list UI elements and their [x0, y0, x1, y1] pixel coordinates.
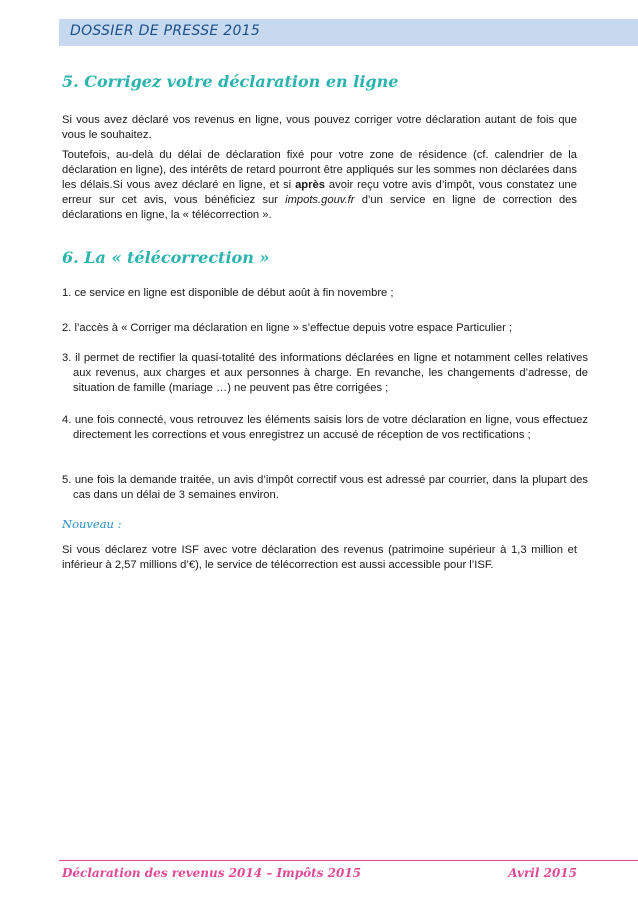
footer-publication-title: Déclaration des revenus 2014 – Impôts 2015 [62, 866, 362, 880]
list-item: 1. ce service en ligne est disponible de début août à fin novembre ; [62, 287, 394, 299]
header-title: DOSSIER DE PRESSE 2015 [70, 23, 261, 39]
paragraph-text: d’un service en ligne de correction des déclarations en ligne, la « télécorrection ». [62, 194, 577, 221]
nouveau-label: Nouveau : [62, 517, 122, 531]
list-item: 2. l’accès à « Corriger ma déclaration en ligne » s’effectue depuis votre espace Particulier ; [62, 322, 513, 334]
list-item: 5. une fois la demande traitée, un avis d’impôt correctif vous est adressé par courrier, dans la plupart des cas dans un délai de 3 semaines environ. [62, 474, 588, 501]
section-5-paragraph-2 [62, 148, 577, 223]
footer-divider [59, 860, 638, 861]
emphasis-apres: après [295, 179, 325, 191]
paragraph-text: avoir reçu votre avis d’impôt, vous constatez une erreur sur cet avis, vous bénéficiez sur [62, 179, 578, 206]
footer-date: Avril 2015 [508, 866, 577, 880]
section-5-title: 5. Corrigez votre déclaration en ligne [62, 72, 399, 91]
section-6-title: 6. La « télécorrection » [62, 248, 270, 267]
site-name: impots.gouv.fr [285, 194, 355, 206]
list-item: 3. il permet de rectifier la quasi-totalité des informations déclarées en ligne et notamment celles relatives aux revenus, aux charges et aux personnes à charge. En revanche, les changements d’adresse, de situation de famille (mariage …) ne peuvent pas être corrigées ; [62, 352, 588, 394]
list-item: 4. une fois connecté, vous retrouvez les éléments saisis lors de votre déclaration en ligne, vous effectuez directement les corrections et vous enregistrez un accusé de réception de vos rectifications ; [62, 414, 588, 441]
paragraph-text: Toutefois, au-delà du délai de déclaration fixé pour votre zone de résidence (cf. calendrier de la déclaration en ligne), des intérêts de retard pourront être appliqués sur les sommes non déclarées dans les délais.Si vous avez déclaré en ligne, et si [62, 149, 577, 191]
nouveau-paragraph: Si vous déclarez votre ISF avec votre déclaration des revenus (patrimoine supérieur à 1,3 million et inférieur à 2,57 millions d’€), le service de télécorrection est aussi accessible pour l’ISF. [62, 544, 577, 571]
section-5-paragraph-1: Si vous avez déclaré vos revenus en ligne, vous pouvez corriger votre déclaration autant de fois que vous le souhaitez. [62, 114, 577, 141]
